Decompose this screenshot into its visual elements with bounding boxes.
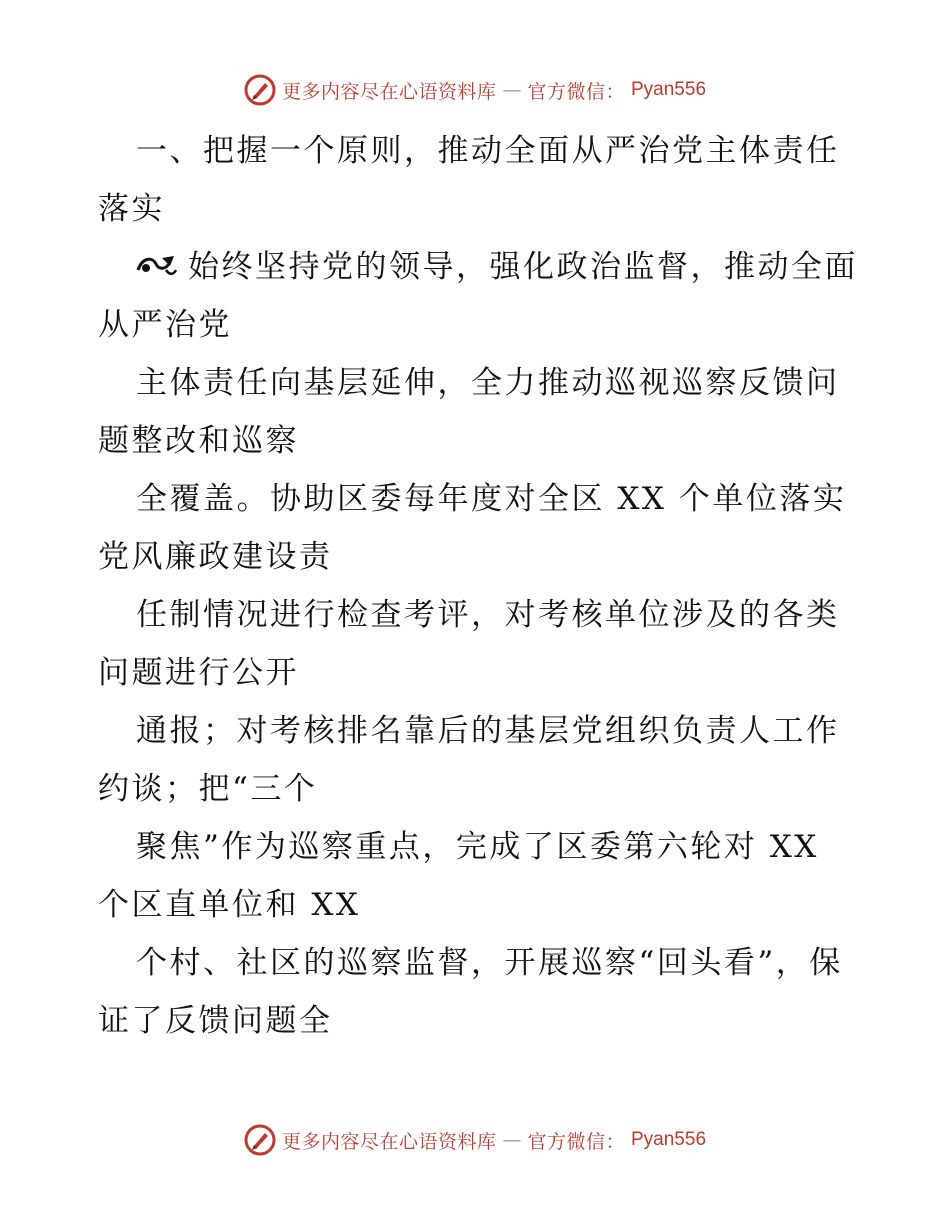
watermark-wechat-id: Pyan556 — [631, 1129, 707, 1150]
watermark-wechat-label: 官方微信： — [527, 1130, 625, 1153]
section-heading — [98, 122, 858, 238]
watermark-wechat-id: Pyan556 — [631, 79, 707, 100]
pen-logo-icon — [244, 74, 276, 106]
paragraph — [98, 238, 858, 354]
paragraph-text: 始终坚持党的领导，强化政治监督，推动全面从严治党 — [98, 249, 858, 343]
header-watermark — [0, 74, 950, 106]
paragraph — [98, 818, 858, 934]
paragraph-text: 任制情况进行检查考评，对考核单位涉及的各类问题进行公开 — [98, 597, 840, 691]
watermark-separator: — — [502, 79, 522, 101]
paragraph-text: 通报；对考核排名靠后的基层党组织负责人工作约谈；把“三个 — [98, 713, 840, 807]
paragraph-text: 个村、社区的巡察监督，开展巡察“回头看”，保证了反馈问题全 — [98, 945, 843, 1039]
paragraph — [98, 354, 858, 470]
footer-watermark — [0, 1124, 950, 1156]
heading-text: 一、把握一个原则，推动全面从严治党主体责任落实 — [98, 133, 840, 227]
paragraph-text: 全覆盖。协助区委每年度对全区 XX 个单位落实党风廉政建设责 — [98, 481, 847, 575]
watermark-text: 更多内容尽在心语资料库 — [281, 80, 497, 103]
watermark-separator: — — [502, 1129, 522, 1151]
document-body — [98, 122, 858, 1050]
watermark-wechat-label: 官方微信： — [527, 80, 625, 103]
paragraph-text: 聚焦”作为巡察重点，完成了区委第六轮对 XX 个区直单位和 XX — [98, 829, 819, 923]
paragraph — [98, 934, 858, 1050]
paragraph — [98, 586, 858, 702]
fleuron-bullet-icon — [136, 252, 178, 280]
paragraph — [98, 470, 858, 586]
paragraph — [98, 702, 858, 818]
paragraph-text: 主体责任向基层延伸，全力推动巡视巡察反馈问题整改和巡察 — [98, 365, 840, 459]
pen-logo-icon — [244, 1124, 276, 1156]
watermark-text: 更多内容尽在心语资料库 — [281, 1130, 497, 1153]
